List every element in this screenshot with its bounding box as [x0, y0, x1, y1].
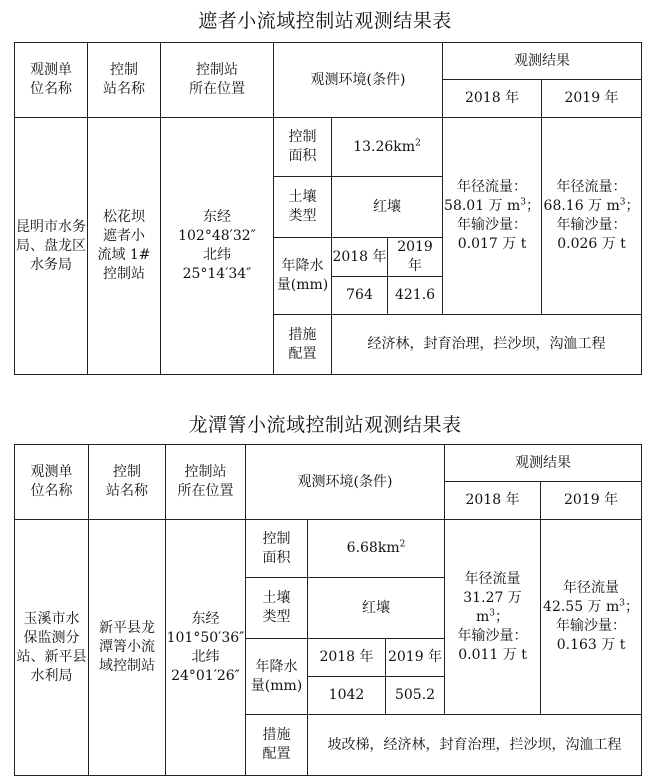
rain-year-2019: 2019 年: [386, 639, 445, 677]
header-year-2019: 2019 年: [542, 80, 642, 118]
result-2019: 年径流量 42.55 万 $m^3$； 年输沙量： 0.163 万 t: [541, 520, 642, 715]
station-name: 新平县龙 潭箐小流 域控制站: [89, 520, 166, 776]
station-name: 松花坝 遮者小 流域 1# 控制站: [88, 118, 161, 375]
control-area-value: $13.26km^2$: [332, 118, 443, 177]
control-area-label: 控制 面积: [274, 118, 332, 177]
rain-year-2019: 2019 年: [388, 238, 443, 277]
result-2018: 年径流量 31.27 万 $m^3$； 年输沙量： 0.011 万 t: [445, 520, 541, 715]
header-year-2018: 2018 年: [445, 482, 541, 520]
table2: [14, 444, 642, 776]
measures-value: 经济林，封育治理，拦沙坝，沟洫工程: [332, 315, 642, 375]
measures-label: 措施 配置: [246, 715, 308, 776]
control-area-label: 控制 面积: [246, 520, 308, 578]
soil-label: 土壤 类型: [274, 177, 332, 238]
rain-value-2018: 1042: [308, 677, 386, 715]
header-environment: 观测环境(条件): [246, 445, 445, 520]
header-results: 观测结果: [443, 43, 642, 80]
measures-label: 措施 配置: [274, 315, 332, 375]
rain-value-2019: 505.2: [386, 677, 445, 715]
header-station: 控制 站名称: [88, 43, 161, 118]
soil-value: 红壤: [332, 177, 443, 238]
result-2018: 年径流量： 58.01 万 $m^3$； 年输沙量： 0.017 万 t: [443, 118, 542, 315]
rain-year-2018: 2018 年: [308, 639, 386, 677]
rainfall-label: 年降水 量(mm): [274, 238, 332, 315]
unit-name: 玉溪市水 保监测分 站、新平县 水利局: [15, 520, 89, 776]
table2-title: 龙潭箐小流域控制站观测结果表: [188, 414, 462, 436]
soil-label: 土壤 类型: [246, 578, 308, 639]
header-unit: 观测单 位名称: [15, 445, 89, 520]
control-area-value: $6.68km^2$: [308, 520, 445, 578]
table1: [14, 42, 642, 375]
station-location: 东经 101°50′36″ 北纬 24°01′26″: [166, 520, 246, 776]
header-year-2019: 2019 年: [541, 482, 642, 520]
rainfall-label: 年降水 量(mm): [246, 639, 308, 715]
result-2019: 年径流量： 68.16 万 $m^3$； 年输沙量： 0.026 万 t: [542, 118, 642, 315]
station-location: 东经 102°48′32″ 北纬 25°14′34″: [161, 118, 274, 375]
header-station: 控制 站名称: [89, 445, 166, 520]
header-location: 控制站 所在位置: [161, 43, 274, 118]
rain-year-2018: 2018 年: [332, 238, 388, 277]
unit-name: 昆明市水务 局、盘龙区 水务局: [15, 118, 88, 375]
soil-value: 红壤: [308, 578, 445, 639]
table1-title: 遮者小流域控制站观测结果表: [198, 10, 452, 32]
rain-value-2019: 421.6: [388, 277, 443, 315]
header-location: 控制站 所在位置: [166, 445, 246, 520]
measures-value: 坡改梯，经济林，封育治理，拦沙坝，沟洫工程: [308, 715, 642, 776]
rain-value-2018: 764: [332, 277, 388, 315]
header-year-2018: 2018 年: [443, 80, 542, 118]
header-environment: 观测环境(条件): [274, 43, 443, 118]
header-unit: 观测单 位名称: [15, 43, 88, 118]
header-results: 观测结果: [445, 445, 642, 482]
